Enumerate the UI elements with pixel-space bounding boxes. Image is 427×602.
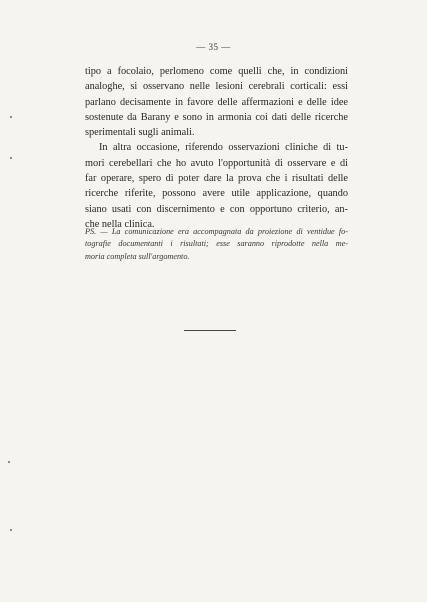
body-text — [85, 64, 348, 232]
scan-speck — [8, 461, 10, 463]
scan-speck — [10, 157, 12, 159]
scan-speck — [10, 529, 12, 531]
page-number: — 35 — — [196, 42, 231, 52]
scan-speck — [10, 116, 12, 118]
text-line: analoghe, si osservano nelle lesioni cerebrali corticali: essi — [85, 81, 348, 93]
text-line: parlano decisamente in favore delle affermazioni e delle idee — [85, 96, 348, 108]
text-line: far operare, spero di poter dare la prova che i risultati delle — [85, 173, 348, 185]
text-line: In altra occasione, riferendo osservazioni cliniche di tu- — [99, 142, 348, 154]
section-divider — [184, 330, 236, 331]
text-line: sperimentali sugli animali. — [85, 127, 195, 139]
footnote-line: tografie documentanti i risultati; esse saranno riprodotte nella me- — [85, 239, 348, 249]
text-line: tipo a focolaio, perlomeno come quelli che, in condizioni — [85, 66, 348, 77]
footnote — [85, 226, 348, 263]
text-line: ricerche riferite, possono avere utile applicazione, quando — [85, 188, 348, 200]
footnote-line: moria completa sull'argomento. — [85, 251, 190, 261]
paragraph-2 — [85, 140, 348, 232]
paragraph-1 — [85, 64, 348, 140]
text-line: che nella clinica. — [85, 218, 155, 230]
footnote-line: PS. — La comunicazione era accompagnata da proiezione di ventidue fo- — [85, 227, 348, 236]
text-line: sostenute da Barany e sono in armonia coi dati delle ricerche — [85, 111, 348, 123]
text-line: mori cerebellari che ho avuto l'opportunità di osservare e di — [85, 157, 348, 169]
text-line: siano usati con discernimento e con opportuno criterio, an- — [85, 203, 348, 215]
